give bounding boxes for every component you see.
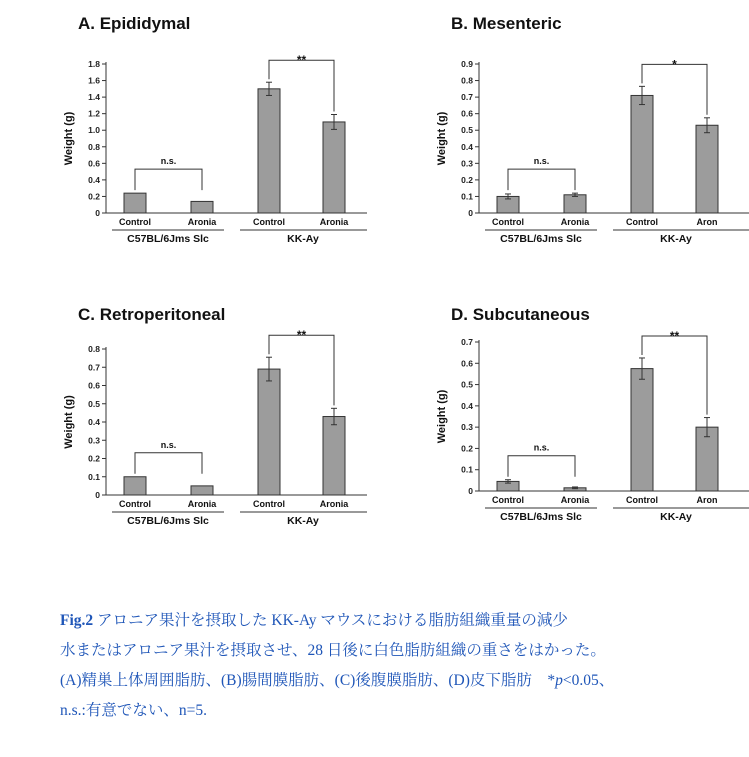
caption-fig-label: Fig.2 [60, 612, 94, 629]
y-axis-label: Weight (g) [63, 395, 75, 449]
y-tick-label: 0.1 [461, 464, 473, 475]
y-tick-label: 0.8 [88, 344, 100, 354]
x-tick-label: Aronia [560, 217, 590, 227]
x-tick-label: Control [253, 499, 285, 509]
y-tick-label: 0.7 [461, 92, 473, 103]
y-tick-label: 0.5 [461, 125, 473, 136]
group-label: KK-Ay [660, 511, 692, 523]
y-axis-label: Weight (g) [436, 389, 448, 444]
x-tick-label: Control [119, 499, 151, 509]
significance-bracket [135, 169, 202, 190]
chart-panel-2 [436, 14, 749, 245]
y-tick-label: 0.2 [461, 443, 473, 454]
x-tick-label: Aron [696, 495, 718, 505]
y-tick-label: 1.4 [88, 92, 100, 103]
y-tick-label: 0.8 [88, 141, 100, 152]
x-tick-label: Control [626, 495, 658, 505]
y-axis-label: Weight (g) [436, 111, 448, 166]
bar-4 [323, 122, 345, 213]
x-tick-label: Control [626, 217, 658, 227]
significance-label: * [672, 57, 677, 72]
x-tick-label: Aron [696, 217, 718, 227]
caption-line-2: 水またはアロニア果汁を摂取させ、28 日後に白色脂肪組織の重さをはかった。 [60, 642, 606, 659]
y-axis-label: Weight (g) [63, 111, 75, 166]
significance-label: n.s. [160, 439, 177, 450]
y-tick-label: 0.2 [461, 174, 473, 185]
caption-title: アロニア果汁を摂取した KK-Ay マウスにおける脂肪組織重量の減少 [93, 612, 568, 629]
chart-panel-3 [63, 305, 367, 527]
bar-4 [323, 417, 345, 495]
bar-3 [258, 89, 280, 213]
x-tick-label: Aronia [560, 495, 590, 505]
caption-p: p [555, 672, 563, 689]
y-tick-label: 0.4 [461, 141, 473, 152]
chart-panel-1 [63, 14, 367, 245]
chart-title: A. Epididymal [78, 14, 191, 33]
chart-title: D. Subcutaneous [451, 305, 590, 324]
y-tick-label: 0.4 [88, 174, 100, 185]
bar-2 [191, 201, 213, 213]
y-tick-label: 0.2 [88, 191, 100, 202]
caption-line-3 [60, 666, 740, 696]
y-tick-label: 0.1 [461, 191, 473, 202]
bar-3 [631, 95, 653, 213]
y-tick-label: 1.8 [88, 59, 100, 69]
y-tick-label: 0 [95, 208, 100, 218]
y-tick-label: 0 [468, 208, 473, 218]
caption-panels: (A)精巣上体周囲脂肪、(B)腸間膜脂肪、(C)後腹膜脂肪、(D)皮下脂肪 * [60, 672, 556, 689]
chart-title: B. Mesenteric [451, 14, 562, 33]
group-label: C57BL/6Jms Slc [500, 233, 582, 245]
x-tick-label: Aronia [319, 499, 349, 509]
significance-label: ** [669, 328, 680, 343]
bar-4 [696, 125, 718, 213]
y-tick-label: 0 [468, 486, 473, 496]
y-tick-label: 0.6 [88, 158, 100, 169]
x-tick-label: Aronia [319, 217, 349, 227]
bar-1 [124, 477, 146, 495]
significance-bracket [508, 169, 575, 190]
y-tick-label: 0.5 [88, 398, 100, 409]
caption-line-4: n.s.:有意でない、n=5. [60, 702, 207, 719]
significance-bracket [508, 456, 575, 477]
significance-label: ** [296, 53, 307, 68]
caption-threshold: <0.05、 [562, 672, 615, 689]
x-tick-label: Control [119, 217, 151, 227]
x-tick-label: Control [492, 217, 524, 227]
bar-1 [124, 193, 146, 213]
group-label: C57BL/6Jms Slc [127, 233, 209, 245]
x-tick-label: Aronia [187, 217, 217, 227]
y-tick-label: 0.3 [461, 422, 473, 433]
significance-bracket [135, 453, 202, 474]
group-label: C57BL/6Jms Slc [127, 515, 209, 527]
caption-line-1 [60, 606, 740, 636]
group-label: KK-Ay [287, 515, 319, 527]
y-tick-label: 0.2 [88, 453, 100, 464]
chart-title: C. Retroperitoneal [78, 305, 226, 324]
x-tick-label: Control [492, 495, 524, 505]
y-tick-label: 0.9 [461, 59, 473, 69]
y-tick-label: 0.6 [88, 380, 100, 391]
significance-label: n.s. [533, 442, 550, 453]
bar-3 [258, 369, 280, 495]
y-tick-label: 0.6 [461, 358, 473, 369]
bar-3 [631, 369, 653, 491]
y-tick-label: 0.3 [88, 435, 100, 446]
y-tick-label: 0 [95, 490, 100, 500]
chart-panel-4 [436, 305, 749, 523]
group-label: KK-Ay [660, 233, 692, 245]
figure-caption [60, 606, 740, 726]
group-label: C57BL/6Jms Slc [500, 511, 582, 523]
significance-label: ** [296, 328, 307, 343]
y-tick-label: 0.6 [461, 108, 473, 119]
y-tick-label: 1.6 [88, 75, 100, 86]
significance-label: n.s. [533, 156, 550, 167]
bar-2 [191, 486, 213, 495]
y-tick-label: 0.1 [88, 471, 100, 482]
y-tick-label: 0.4 [88, 417, 100, 427]
y-tick-label: 1.0 [88, 125, 100, 136]
y-tick-label: 0.5 [461, 379, 473, 390]
y-tick-label: 0.3 [461, 158, 473, 169]
significance-label: n.s. [160, 156, 177, 167]
y-tick-label: 0.7 [461, 337, 473, 347]
y-tick-label: 0.7 [88, 362, 100, 373]
group-label: KK-Ay [287, 233, 319, 245]
bar-2 [564, 195, 586, 213]
y-tick-label: 0.8 [461, 75, 473, 86]
y-tick-label: 1.2 [88, 108, 100, 119]
x-tick-label: Aronia [187, 499, 217, 509]
y-tick-label: 0.4 [461, 400, 473, 411]
x-tick-label: Control [253, 217, 285, 227]
